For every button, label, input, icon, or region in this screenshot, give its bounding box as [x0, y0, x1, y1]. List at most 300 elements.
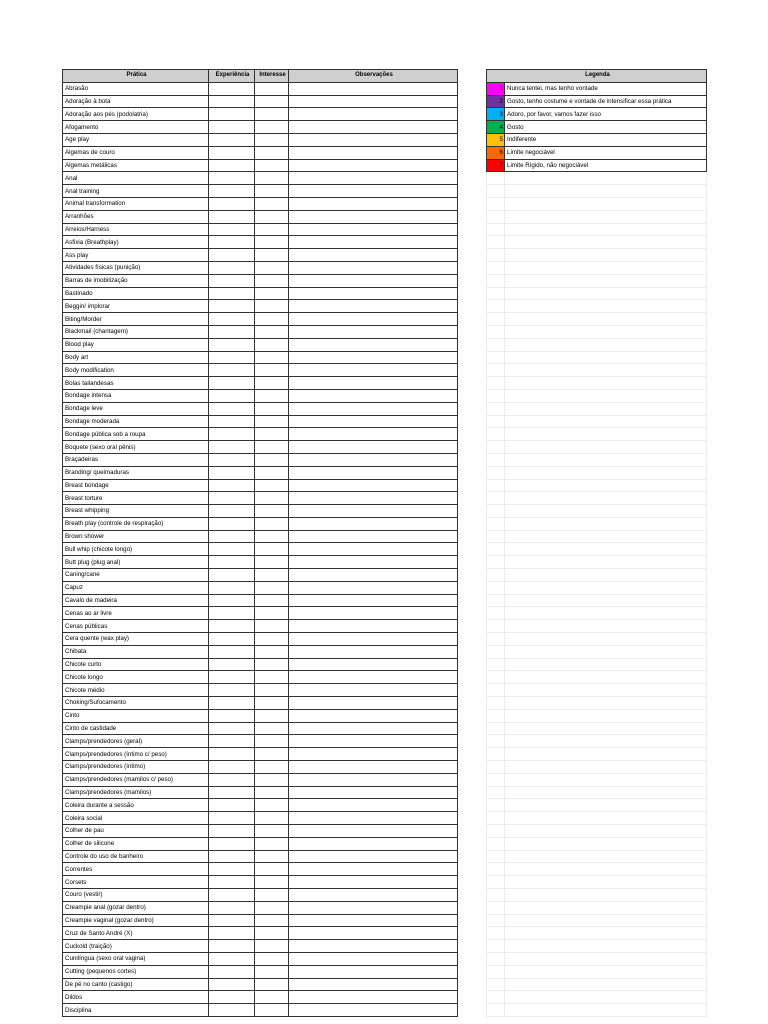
empty-cell[interactable]: [487, 210, 505, 223]
notes-cell[interactable]: [289, 722, 458, 735]
empty-cell[interactable]: [505, 543, 707, 556]
interest-cell[interactable]: [255, 108, 289, 121]
empty-cell[interactable]: [505, 505, 707, 518]
empty-cell[interactable]: [505, 185, 707, 198]
notes-cell[interactable]: [289, 274, 458, 287]
interest-cell[interactable]: [255, 287, 289, 300]
empty-cell[interactable]: [487, 466, 505, 479]
empty-cell[interactable]: [505, 607, 707, 620]
notes-cell[interactable]: [289, 210, 458, 223]
interest-cell[interactable]: [255, 185, 289, 198]
experience-cell[interactable]: [209, 223, 255, 236]
notes-cell[interactable]: [289, 633, 458, 646]
experience-cell[interactable]: [209, 185, 255, 198]
empty-cell[interactable]: [505, 197, 707, 210]
empty-cell[interactable]: [505, 492, 707, 505]
experience-cell[interactable]: [209, 249, 255, 262]
interest-cell[interactable]: [255, 313, 289, 326]
empty-cell[interactable]: [505, 569, 707, 582]
notes-cell[interactable]: [289, 300, 458, 313]
empty-cell[interactable]: [487, 517, 505, 530]
empty-cell[interactable]: [505, 837, 707, 850]
empty-cell[interactable]: [505, 556, 707, 569]
experience-cell[interactable]: [209, 313, 255, 326]
notes-cell[interactable]: [289, 645, 458, 658]
notes-cell[interactable]: [289, 965, 458, 978]
interest-cell[interactable]: [255, 300, 289, 313]
empty-cell[interactable]: [505, 338, 707, 351]
notes-cell[interactable]: [289, 581, 458, 594]
notes-cell[interactable]: [289, 658, 458, 671]
interest-cell[interactable]: [255, 223, 289, 236]
interest-cell[interactable]: [255, 146, 289, 159]
notes-cell[interactable]: [289, 415, 458, 428]
experience-cell[interactable]: [209, 364, 255, 377]
empty-cell[interactable]: [487, 812, 505, 825]
notes-cell[interactable]: [289, 364, 458, 377]
empty-cell[interactable]: [487, 889, 505, 902]
notes-cell[interactable]: [289, 914, 458, 927]
experience-cell[interactable]: [209, 517, 255, 530]
empty-cell[interactable]: [487, 633, 505, 646]
empty-cell[interactable]: [505, 952, 707, 965]
interest-cell[interactable]: [255, 517, 289, 530]
experience-cell[interactable]: [209, 108, 255, 121]
notes-cell[interactable]: [289, 530, 458, 543]
empty-cell[interactable]: [505, 389, 707, 402]
experience-cell[interactable]: [209, 722, 255, 735]
experience-cell[interactable]: [209, 876, 255, 889]
empty-cell[interactable]: [505, 428, 707, 441]
empty-cell[interactable]: [505, 889, 707, 902]
empty-cell[interactable]: [487, 325, 505, 338]
empty-cell[interactable]: [487, 351, 505, 364]
interest-cell[interactable]: [255, 261, 289, 274]
interest-cell[interactable]: [255, 172, 289, 185]
notes-cell[interactable]: [289, 492, 458, 505]
empty-cell[interactable]: [487, 837, 505, 850]
empty-cell[interactable]: [487, 850, 505, 863]
experience-cell[interactable]: [209, 965, 255, 978]
empty-cell[interactable]: [505, 530, 707, 543]
interest-cell[interactable]: [255, 825, 289, 838]
empty-cell[interactable]: [505, 799, 707, 812]
interest-cell[interactable]: [255, 671, 289, 684]
notes-cell[interactable]: [289, 748, 458, 761]
notes-cell[interactable]: [289, 121, 458, 134]
notes-cell[interactable]: [289, 812, 458, 825]
interest-cell[interactable]: [255, 377, 289, 390]
empty-cell[interactable]: [505, 172, 707, 185]
experience-cell[interactable]: [209, 377, 255, 390]
notes-cell[interactable]: [289, 223, 458, 236]
empty-cell[interactable]: [505, 914, 707, 927]
empty-cell[interactable]: [487, 952, 505, 965]
interest-cell[interactable]: [255, 889, 289, 902]
empty-cell[interactable]: [487, 773, 505, 786]
notes-cell[interactable]: [289, 697, 458, 710]
empty-cell[interactable]: [505, 825, 707, 838]
empty-cell[interactable]: [505, 850, 707, 863]
empty-cell[interactable]: [487, 441, 505, 454]
experience-cell[interactable]: [209, 620, 255, 633]
empty-cell[interactable]: [487, 876, 505, 889]
experience-cell[interactable]: [209, 684, 255, 697]
empty-cell[interactable]: [487, 249, 505, 262]
interest-cell[interactable]: [255, 338, 289, 351]
empty-cell[interactable]: [505, 261, 707, 274]
interest-cell[interactable]: [255, 735, 289, 748]
experience-cell[interactable]: [209, 172, 255, 185]
notes-cell[interactable]: [289, 261, 458, 274]
interest-cell[interactable]: [255, 479, 289, 492]
interest-cell[interactable]: [255, 236, 289, 249]
empty-cell[interactable]: [487, 914, 505, 927]
empty-cell[interactable]: [487, 799, 505, 812]
empty-cell[interactable]: [505, 940, 707, 953]
notes-cell[interactable]: [289, 236, 458, 249]
empty-cell[interactable]: [487, 786, 505, 799]
notes-cell[interactable]: [289, 978, 458, 991]
empty-cell[interactable]: [505, 658, 707, 671]
experience-cell[interactable]: [209, 402, 255, 415]
empty-cell[interactable]: [487, 645, 505, 658]
experience-cell[interactable]: [209, 581, 255, 594]
empty-cell[interactable]: [505, 581, 707, 594]
interest-cell[interactable]: [255, 786, 289, 799]
interest-cell[interactable]: [255, 415, 289, 428]
notes-cell[interactable]: [289, 453, 458, 466]
interest-cell[interactable]: [255, 121, 289, 134]
notes-cell[interactable]: [289, 940, 458, 953]
empty-cell[interactable]: [487, 197, 505, 210]
empty-cell[interactable]: [487, 505, 505, 518]
empty-cell[interactable]: [487, 185, 505, 198]
interest-cell[interactable]: [255, 210, 289, 223]
experience-cell[interactable]: [209, 428, 255, 441]
interest-cell[interactable]: [255, 133, 289, 146]
experience-cell[interactable]: [209, 210, 255, 223]
experience-cell[interactable]: [209, 812, 255, 825]
interest-cell[interactable]: [255, 159, 289, 172]
empty-cell[interactable]: [487, 965, 505, 978]
experience-cell[interactable]: [209, 658, 255, 671]
empty-cell[interactable]: [487, 364, 505, 377]
interest-cell[interactable]: [255, 748, 289, 761]
empty-cell[interactable]: [487, 594, 505, 607]
empty-cell[interactable]: [505, 697, 707, 710]
notes-cell[interactable]: [289, 466, 458, 479]
experience-cell[interactable]: [209, 287, 255, 300]
empty-cell[interactable]: [487, 313, 505, 326]
empty-cell[interactable]: [505, 748, 707, 761]
experience-cell[interactable]: [209, 850, 255, 863]
empty-cell[interactable]: [487, 479, 505, 492]
notes-cell[interactable]: [289, 761, 458, 774]
interest-cell[interactable]: [255, 402, 289, 415]
experience-cell[interactable]: [209, 95, 255, 108]
notes-cell[interactable]: [289, 876, 458, 889]
interest-cell[interactable]: [255, 901, 289, 914]
notes-cell[interactable]: [289, 927, 458, 940]
notes-cell[interactable]: [289, 351, 458, 364]
notes-cell[interactable]: [289, 159, 458, 172]
empty-cell[interactable]: [487, 927, 505, 940]
experience-cell[interactable]: [209, 389, 255, 402]
experience-cell[interactable]: [209, 133, 255, 146]
experience-cell[interactable]: [209, 236, 255, 249]
empty-cell[interactable]: [505, 901, 707, 914]
empty-cell[interactable]: [487, 761, 505, 774]
interest-cell[interactable]: [255, 82, 289, 95]
interest-cell[interactable]: [255, 697, 289, 710]
interest-cell[interactable]: [255, 761, 289, 774]
empty-cell[interactable]: [487, 901, 505, 914]
empty-cell[interactable]: [487, 991, 505, 1004]
experience-cell[interactable]: [209, 453, 255, 466]
experience-cell[interactable]: [209, 978, 255, 991]
empty-cell[interactable]: [505, 236, 707, 249]
notes-cell[interactable]: [289, 517, 458, 530]
interest-cell[interactable]: [255, 274, 289, 287]
notes-cell[interactable]: [289, 338, 458, 351]
empty-cell[interactable]: [505, 978, 707, 991]
empty-cell[interactable]: [505, 927, 707, 940]
experience-cell[interactable]: [209, 735, 255, 748]
notes-cell[interactable]: [289, 569, 458, 582]
notes-cell[interactable]: [289, 479, 458, 492]
interest-cell[interactable]: [255, 530, 289, 543]
empty-cell[interactable]: [487, 338, 505, 351]
experience-cell[interactable]: [209, 492, 255, 505]
empty-cell[interactable]: [505, 633, 707, 646]
interest-cell[interactable]: [255, 492, 289, 505]
empty-cell[interactable]: [487, 671, 505, 684]
experience-cell[interactable]: [209, 697, 255, 710]
empty-cell[interactable]: [487, 722, 505, 735]
empty-cell[interactable]: [487, 172, 505, 185]
empty-cell[interactable]: [505, 441, 707, 454]
notes-cell[interactable]: [289, 863, 458, 876]
experience-cell[interactable]: [209, 633, 255, 646]
notes-cell[interactable]: [289, 799, 458, 812]
experience-cell[interactable]: [209, 261, 255, 274]
experience-cell[interactable]: [209, 441, 255, 454]
empty-cell[interactable]: [505, 415, 707, 428]
experience-cell[interactable]: [209, 466, 255, 479]
notes-cell[interactable]: [289, 850, 458, 863]
experience-cell[interactable]: [209, 159, 255, 172]
experience-cell[interactable]: [209, 325, 255, 338]
empty-cell[interactable]: [505, 786, 707, 799]
experience-cell[interactable]: [209, 940, 255, 953]
experience-cell[interactable]: [209, 863, 255, 876]
notes-cell[interactable]: [289, 671, 458, 684]
empty-cell[interactable]: [487, 236, 505, 249]
interest-cell[interactable]: [255, 620, 289, 633]
interest-cell[interactable]: [255, 978, 289, 991]
interest-cell[interactable]: [255, 466, 289, 479]
empty-cell[interactable]: [487, 543, 505, 556]
experience-cell[interactable]: [209, 274, 255, 287]
notes-cell[interactable]: [289, 1004, 458, 1017]
notes-cell[interactable]: [289, 991, 458, 1004]
experience-cell[interactable]: [209, 761, 255, 774]
notes-cell[interactable]: [289, 441, 458, 454]
empty-cell[interactable]: [487, 735, 505, 748]
notes-cell[interactable]: [289, 313, 458, 326]
experience-cell[interactable]: [209, 415, 255, 428]
empty-cell[interactable]: [505, 594, 707, 607]
interest-cell[interactable]: [255, 799, 289, 812]
empty-cell[interactable]: [487, 940, 505, 953]
interest-cell[interactable]: [255, 581, 289, 594]
empty-cell[interactable]: [487, 389, 505, 402]
empty-cell[interactable]: [487, 569, 505, 582]
empty-cell[interactable]: [487, 261, 505, 274]
interest-cell[interactable]: [255, 441, 289, 454]
experience-cell[interactable]: [209, 351, 255, 364]
interest-cell[interactable]: [255, 364, 289, 377]
empty-cell[interactable]: [487, 223, 505, 236]
notes-cell[interactable]: [289, 82, 458, 95]
interest-cell[interactable]: [255, 850, 289, 863]
empty-cell[interactable]: [505, 313, 707, 326]
notes-cell[interactable]: [289, 172, 458, 185]
empty-cell[interactable]: [505, 620, 707, 633]
empty-cell[interactable]: [487, 415, 505, 428]
empty-cell[interactable]: [505, 223, 707, 236]
experience-cell[interactable]: [209, 889, 255, 902]
interest-cell[interactable]: [255, 914, 289, 927]
empty-cell[interactable]: [487, 684, 505, 697]
experience-cell[interactable]: [209, 709, 255, 722]
experience-cell[interactable]: [209, 748, 255, 761]
empty-cell[interactable]: [505, 274, 707, 287]
interest-cell[interactable]: [255, 351, 289, 364]
empty-cell[interactable]: [505, 709, 707, 722]
empty-cell[interactable]: [505, 991, 707, 1004]
experience-cell[interactable]: [209, 914, 255, 927]
empty-cell[interactable]: [505, 249, 707, 262]
empty-cell[interactable]: [487, 709, 505, 722]
interest-cell[interactable]: [255, 325, 289, 338]
empty-cell[interactable]: [505, 453, 707, 466]
notes-cell[interactable]: [289, 556, 458, 569]
experience-cell[interactable]: [209, 556, 255, 569]
empty-cell[interactable]: [505, 965, 707, 978]
empty-cell[interactable]: [505, 377, 707, 390]
notes-cell[interactable]: [289, 825, 458, 838]
interest-cell[interactable]: [255, 722, 289, 735]
experience-cell[interactable]: [209, 300, 255, 313]
notes-cell[interactable]: [289, 428, 458, 441]
notes-cell[interactable]: [289, 952, 458, 965]
interest-cell[interactable]: [255, 249, 289, 262]
notes-cell[interactable]: [289, 108, 458, 121]
interest-cell[interactable]: [255, 1004, 289, 1017]
interest-cell[interactable]: [255, 684, 289, 697]
interest-cell[interactable]: [255, 812, 289, 825]
experience-cell[interactable]: [209, 952, 255, 965]
notes-cell[interactable]: [289, 95, 458, 108]
interest-cell[interactable]: [255, 428, 289, 441]
experience-cell[interactable]: [209, 799, 255, 812]
notes-cell[interactable]: [289, 837, 458, 850]
experience-cell[interactable]: [209, 671, 255, 684]
empty-cell[interactable]: [505, 645, 707, 658]
notes-cell[interactable]: [289, 786, 458, 799]
empty-cell[interactable]: [505, 402, 707, 415]
interest-cell[interactable]: [255, 645, 289, 658]
interest-cell[interactable]: [255, 837, 289, 850]
empty-cell[interactable]: [505, 812, 707, 825]
empty-cell[interactable]: [505, 210, 707, 223]
experience-cell[interactable]: [209, 569, 255, 582]
notes-cell[interactable]: [289, 709, 458, 722]
empty-cell[interactable]: [505, 722, 707, 735]
notes-cell[interactable]: [289, 325, 458, 338]
interest-cell[interactable]: [255, 569, 289, 582]
experience-cell[interactable]: [209, 594, 255, 607]
interest-cell[interactable]: [255, 991, 289, 1004]
notes-cell[interactable]: [289, 249, 458, 262]
interest-cell[interactable]: [255, 95, 289, 108]
empty-cell[interactable]: [505, 684, 707, 697]
interest-cell[interactable]: [255, 197, 289, 210]
empty-cell[interactable]: [505, 517, 707, 530]
experience-cell[interactable]: [209, 645, 255, 658]
empty-cell[interactable]: [487, 287, 505, 300]
empty-cell[interactable]: [505, 735, 707, 748]
empty-cell[interactable]: [505, 300, 707, 313]
notes-cell[interactable]: [289, 543, 458, 556]
notes-cell[interactable]: [289, 146, 458, 159]
experience-cell[interactable]: [209, 773, 255, 786]
experience-cell[interactable]: [209, 338, 255, 351]
notes-cell[interactable]: [289, 684, 458, 697]
experience-cell[interactable]: [209, 82, 255, 95]
notes-cell[interactable]: [289, 389, 458, 402]
empty-cell[interactable]: [487, 556, 505, 569]
experience-cell[interactable]: [209, 121, 255, 134]
experience-cell[interactable]: [209, 505, 255, 518]
empty-cell[interactable]: [487, 428, 505, 441]
experience-cell[interactable]: [209, 825, 255, 838]
empty-cell[interactable]: [505, 466, 707, 479]
interest-cell[interactable]: [255, 505, 289, 518]
experience-cell[interactable]: [209, 479, 255, 492]
interest-cell[interactable]: [255, 556, 289, 569]
interest-cell[interactable]: [255, 773, 289, 786]
empty-cell[interactable]: [487, 620, 505, 633]
interest-cell[interactable]: [255, 952, 289, 965]
notes-cell[interactable]: [289, 901, 458, 914]
notes-cell[interactable]: [289, 607, 458, 620]
empty-cell[interactable]: [505, 863, 707, 876]
notes-cell[interactable]: [289, 377, 458, 390]
empty-cell[interactable]: [505, 287, 707, 300]
empty-cell[interactable]: [487, 581, 505, 594]
empty-cell[interactable]: [505, 325, 707, 338]
interest-cell[interactable]: [255, 863, 289, 876]
empty-cell[interactable]: [487, 607, 505, 620]
notes-cell[interactable]: [289, 620, 458, 633]
notes-cell[interactable]: [289, 505, 458, 518]
interest-cell[interactable]: [255, 594, 289, 607]
empty-cell[interactable]: [487, 978, 505, 991]
empty-cell[interactable]: [487, 274, 505, 287]
